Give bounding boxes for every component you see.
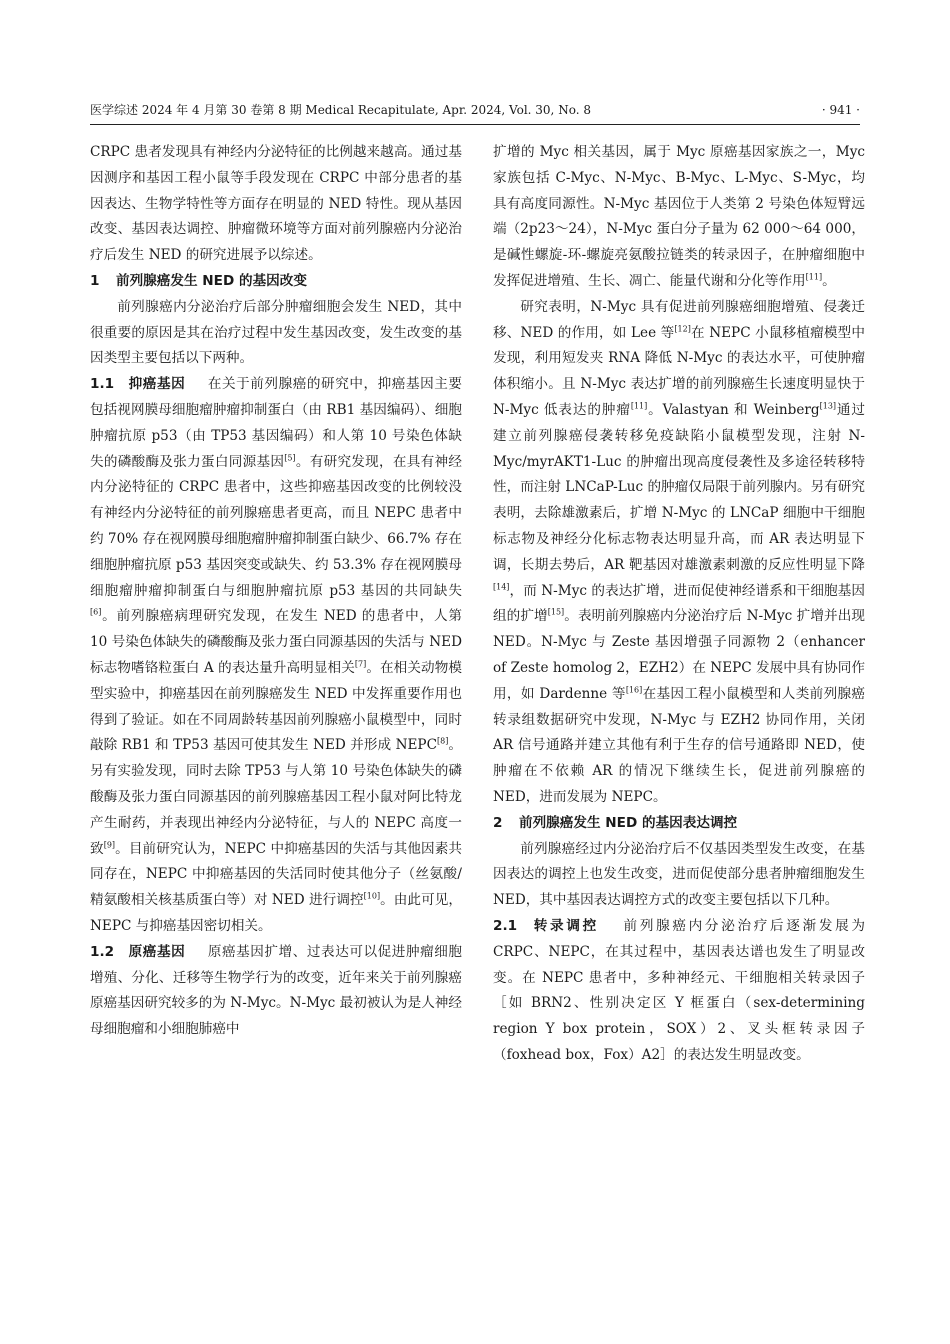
section-1-heading (90, 269, 462, 295)
citation-ref: [6] (90, 607, 102, 617)
subsection-1-1-paragraph (90, 372, 462, 940)
section-2-paragraph: 前列腺癌经过内分泌治疗后不仅基因类型发生改变，在基因表达的调控上也发生改变，进而促使部分患者肿瘤细胞发生 NED，其中基因表达调控方式的改变主要包括以下几种。 (493, 840, 865, 909)
right-column (493, 140, 865, 1069)
text-run: 通过建立前列腺癌侵袭转移免疫缺陷小鼠模型发现，注射 N-Myc/myrAKT1-Luc 的肿瘤出现高度侵袭性及多途径转移特性，而注射 LNCaP-Luc 的肿瘤仅局限于前列腺内。另有研究表明，去除雄激素后，扩增 N-Myc 的 LNCaP 细胞中干细胞标志物及神经分化标志物表达明显升高，而 AR 表达明显下调，长期去势后，AR 靶基因对雄激素刺激的反应性明显下降 (493, 401, 866, 573)
citation-ref: [9] (103, 839, 116, 849)
citation-ref: [15] (547, 607, 565, 617)
citation-ref: [12] (674, 324, 691, 334)
text-run: 在关于前列腺癌的研究中，抑癌基因主要包括视网膜母细胞瘤肿瘤抑制蛋白（由 RB1 基因编码）、细胞肿瘤抗原 p53（由 TP53 基因编码）和人第 10 号染色体缺失的磷酸酶及张力蛋白同源基因 (90, 376, 463, 470)
subsection-number: 1.1 (90, 376, 115, 393)
page-number: · 941 · (821, 103, 860, 117)
citation-ref: [8] (436, 736, 449, 746)
running-header (90, 100, 860, 120)
subsection-title: 原癌基因 (128, 943, 186, 960)
section-1-paragraph: 前列腺癌内分泌治疗后部分肿瘤细胞会发生 NED，其中很重要的原因是其在治疗过程中发生基因改变，发生改变的基因类型主要包括以下两种。 (90, 298, 462, 367)
text-run: 扩增的 Myc 相关基因，属于 Myc 原癌基因家族之一，Myc 家族包括 C-Myc、N-Myc、B-Myc、L-Myc、S-Myc，均具有高度同源性。N-Myc 基因位于人类第 2 号染色体短臂远端（2p23～24），N-Myc 蛋白分子量为 62 000～64 000，是碱性螺旋-环-螺旋亮氨酸拉链类的转录因子，在肿瘤细胞中发挥促进增殖、生长、凋亡、能量代谢和分化等作用 (493, 144, 865, 289)
text-run: 。Valastyan 和 Weinberg (647, 401, 820, 418)
citation-ref: [11] (630, 401, 648, 411)
citation-ref: [10] (363, 891, 381, 901)
citation-ref: [11] (805, 272, 823, 282)
subsection-title: 抑癌基因 (128, 376, 186, 393)
subsection-title: 转录调控 (531, 917, 599, 934)
citation-ref: [16] (625, 685, 643, 695)
text-run: 。目前研究认为，NEPC 中抑癌基因的失活与其他因素共同存在，NEPC 中抑癌基因的失活同时使其他分子（丝氨酸/精氨酸相关核基质蛋白等）对 NED 进行调控 (90, 840, 463, 909)
text-run: 。由此可见，NEPC 与抑癌基因密切相关。 (90, 892, 462, 934)
text-run: 原癌基因扩增、过表达可以促进肿瘤细胞增殖、分化、迁移等生物学行为的改变，近年来关于前列腺癌原癌基因研究较多的为 N-Myc。N-Myc 最初被认为是人神经母细胞瘤和小细胞肺癌中 (90, 943, 463, 1038)
text-run: 在基因工程小鼠模型和人类前列腺癌转录组数据研究中发现，N-Myc 与 EZH2 协同作用，关闭 AR 信号通路并建立其他有利于生存的信号通路即 NED，使肿瘤在不依赖 AR 的情况下继续生长，促进前列腺癌的 NED，进而发展为 NEPC。 (493, 685, 866, 805)
citation-ref: [14] (493, 582, 510, 592)
text-run: ，而 N-Myc 的表达扩增，进而促使神经谱系和干细胞基因组的扩增 (493, 582, 865, 625)
subsection-number: 1.2 (90, 943, 115, 960)
journal-citation: 医学综述 2024 年 4 月第 30 卷第 8 期 Medical Recapitulate, Apr. 2024, Vol. 30, No. 8 (90, 103, 591, 117)
text-run: 在 NEPC 小鼠移植瘤模型中发现，利用短发夹 RNA 降低 N-Myc 的表达水平，可使肿瘤体积缩小。且 N-Myc 表达扩增的前列腺癌生长速度明显快于 N-Myc 低表达的肿瘤 (493, 324, 865, 418)
section-title: 前列腺癌发生 NED 的基因改变 (116, 272, 307, 289)
text-run: 前列腺癌内分泌治疗后逐渐发展为 CRPC、NEPC，在其过程中，基因表达谱也发生了明显改变。在 NEPC 患者中，多种神经元、干细胞相关转录因子［如 BRN2、性别决定区 Y 框蛋白（sex-determining region Y box protein，SOX）2、叉头框转录因子（foxhead box，Fox）A2］的表达发生明显改变。 (493, 917, 865, 1063)
nmyc-paragraph-continued (493, 140, 865, 295)
text-run: 。在相关动物模型实验中，抑癌基因在前列腺癌发生 NED 中发挥重要作用也得到了验证。如在不同周龄转基因前列腺癌小鼠模型中，同时敲除 RB1 和 TP53 基因可使其发生 NED 并形成 NEPC (90, 659, 462, 754)
section-2-heading (493, 811, 865, 837)
section-number: 1 (90, 272, 100, 289)
citation-ref: [5] (284, 453, 296, 463)
text-run: 。有研究发现，在具有神经内分泌特征的 CRPC 患者中，这些抑癌基因改变的比例较没有神经内分泌特征的前列腺癌患者更高，而且 NEPC 患者中约 70% 存在视网膜母细胞瘤肿瘤抑制蛋白缺少、66.7% 存在细胞肿瘤抗原 p53 基因突变或缺失、约 53.3% 存在视网膜母细胞瘤肿瘤抑制蛋白与细胞肿瘤抗原 p53 基因的共同缺失 (90, 453, 463, 599)
text-run: 。表明前列腺癌内分泌治疗后 N-Myc 扩增并出现 NED。N-Myc 与 Zeste 基因增强子同源物 2（enhancer of Zeste homolog 2，EZH2）在 NEPC 发展中具有协同作用，如 Dardenne 等 (493, 608, 866, 702)
header-divider (90, 124, 860, 125)
text-run: 。 (822, 272, 836, 289)
intro-paragraph-continued: CRPC 患者发现具有神经内分泌特征的比例越来越高。通过基因测序和基因工程小鼠等手段发现在 CRPC 中部分患者的基因表达、生物学特性等方面存在明显的 NED 特性。现从基因改变、基因表达调控、肿瘤微环境等方面对前列腺癌内分泌治疗后发生 NED 的研究进展予以综述。 (90, 144, 462, 264)
citation-ref: [13] (819, 401, 837, 411)
text-run: 。前列腺癌病理研究发现，在发生 NED 的患者中，人第 10 号染色体缺失的磷酸酶及张力蛋白同源基因的失活与 NED 标志物嗜铬粒蛋白 A 的表达量升高明显相关 (90, 608, 462, 676)
subsection-2-1-paragraph (493, 914, 865, 1069)
section-number: 2 (493, 814, 503, 831)
left-column (90, 140, 462, 1043)
subsection-1-2-paragraph (90, 940, 462, 1043)
nmyc-research-paragraph (493, 295, 865, 811)
citation-ref: [7] (354, 659, 367, 669)
text-run: 研究表明，N-Myc 具有促进前列腺癌细胞增殖、侵袭迁移、NED 的作用，如 Lee 等 (493, 298, 865, 341)
section-title: 前列腺癌发生 NED 的基因表达调控 (519, 814, 738, 831)
text-run: 。另有实验发现，同时去除 TP53 与人第 10 号染色体缺失的磷酸酶及张力蛋白同源基因的前列腺癌基因工程小鼠对阿比特龙产生耐药，并表现出神经内分泌特征，与人的 NEPC 高度一致 (90, 737, 462, 857)
subsection-number: 2.1 (493, 917, 518, 934)
